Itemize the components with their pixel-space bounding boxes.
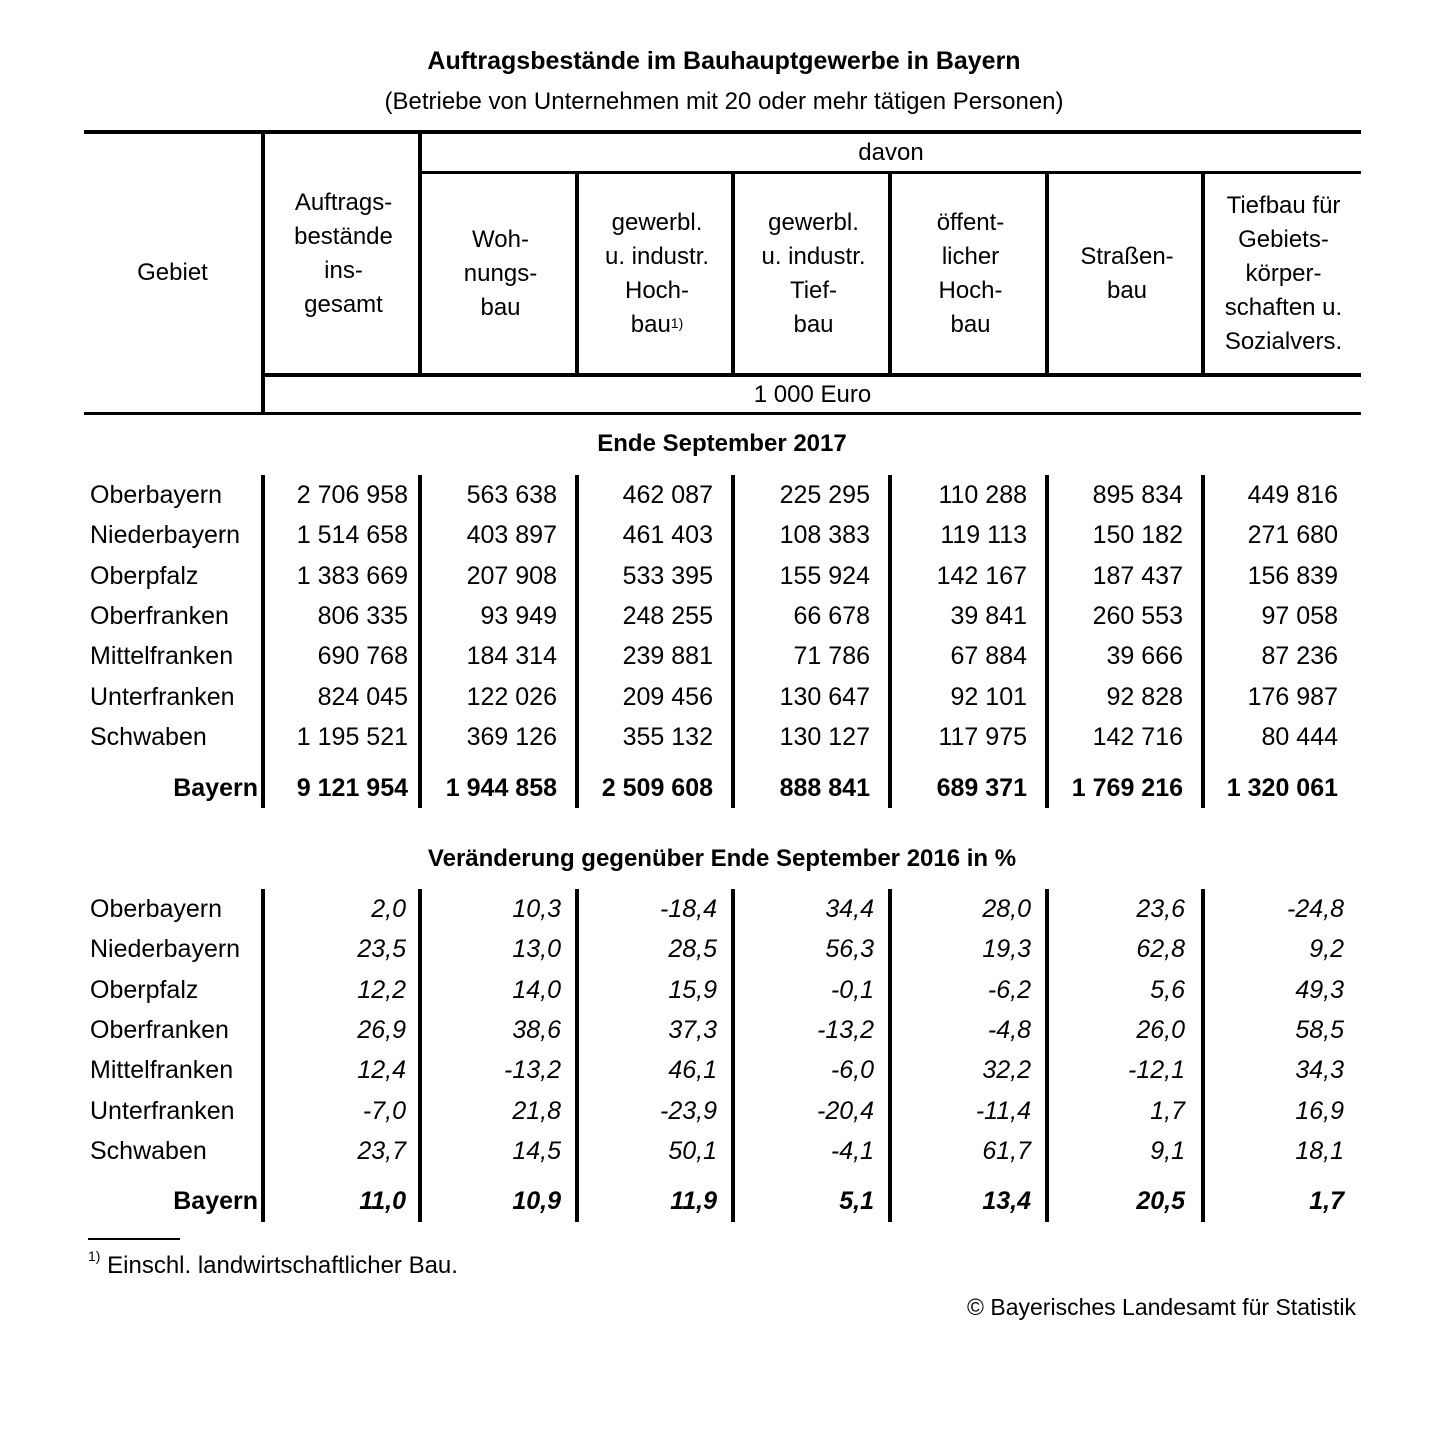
table-cell: 271 680: [1247, 521, 1338, 550]
table-cell: 93 949: [480, 601, 557, 630]
footnote: [88, 1248, 458, 1280]
column-header-line: Sozialvers.: [1224, 327, 1343, 355]
table-cell: 130 127: [779, 722, 870, 751]
header-divider: [261, 132, 265, 414]
column-header-line: u. industr.: [761, 242, 866, 270]
table-cell: 2,0: [371, 895, 406, 923]
table-cell: 16,9: [1295, 1096, 1344, 1125]
table-cell: 39 666: [1106, 642, 1183, 671]
column-header-line: gewerbl.: [611, 208, 703, 236]
table-row: [84, 1097, 1360, 1133]
table-row: [84, 1016, 1360, 1052]
row-label: Schwaben: [90, 1136, 207, 1165]
table-cell: 67 884: [950, 642, 1027, 671]
row-label: Oberbayern: [90, 895, 223, 923]
table-cell: 50,1: [668, 1136, 717, 1165]
table-cell: 62,8: [1136, 935, 1185, 964]
table-cell: -4,8: [987, 1015, 1031, 1044]
table-cell: -13,2: [817, 1015, 874, 1044]
table-cell: 2 509 608: [601, 774, 713, 802]
table-cell: 9 121 954: [296, 774, 408, 802]
table-cell: 49,3: [1295, 975, 1344, 1004]
column-header-line: Hoch-: [624, 276, 690, 304]
table-cell: 403 897: [466, 521, 557, 550]
column-header-line: Woh-: [472, 225, 529, 253]
table-cell: 150 182: [1092, 521, 1183, 550]
table-cell: 239 881: [622, 642, 713, 671]
row-label: Bayern: [173, 1187, 258, 1215]
column-header-line: öffent-: [936, 208, 1005, 236]
table-cell: 1 944 858: [445, 774, 557, 802]
unit-bottom-rule: [84, 412, 1361, 415]
table-cell: 23,5: [357, 935, 406, 964]
column-header-text: bau: [630, 310, 671, 338]
footnote-text: Einschl. landwirtschaftlicher Bau.: [107, 1252, 458, 1279]
table-cell: 130 647: [779, 682, 870, 711]
column-header-line: bau: [793, 310, 834, 338]
column-header-line: Straßen-: [1080, 242, 1174, 270]
table-cell: 2 706 958: [296, 481, 408, 509]
table-cell: 449 816: [1247, 481, 1338, 509]
row-label: Oberfranken: [90, 1015, 229, 1044]
table-cell: 66 678: [793, 601, 870, 630]
table-cell: 14,5: [512, 1136, 561, 1165]
table-row: [84, 1056, 1360, 1092]
table-cell: 13,4: [982, 1187, 1031, 1215]
table-cell: 46,1: [668, 1056, 717, 1085]
page-title: Auftragsbestände im Bauhauptgewerbe in Bayern: [427, 47, 1021, 75]
table-cell: 92 101: [950, 682, 1027, 711]
table-row: [84, 935, 1360, 971]
table-cell: 888 841: [779, 774, 870, 802]
table-cell: 142 167: [936, 561, 1027, 590]
table-cell: 26,9: [357, 1015, 406, 1044]
table-cell: 34,4: [825, 895, 874, 923]
table-cell: 5,6: [1150, 975, 1185, 1004]
header-unit-label: 1 000 Euro: [753, 380, 872, 408]
table-cell: 58,5: [1295, 1015, 1344, 1044]
row-label: Mittelfranken: [90, 1056, 234, 1085]
table-cell: 563 638: [466, 481, 557, 509]
table-cell: 9,1: [1150, 1136, 1185, 1165]
table-cell: 248 255: [622, 601, 713, 630]
table-cell: 119 113: [940, 521, 1027, 550]
table-row: [84, 683, 1360, 719]
table-cell: 461 403: [622, 521, 713, 550]
table-cell: 155 924: [779, 561, 870, 590]
row-label: Oberpfalz: [90, 561, 199, 590]
table-cell: 34,3: [1295, 1056, 1344, 1085]
table-cell: 21,8: [512, 1096, 561, 1125]
table-cell: 225 295: [779, 481, 870, 509]
copyright: © Bayerisches Landesamt für Statistik: [967, 1294, 1356, 1320]
column-header-line: Hoch-: [938, 276, 1003, 304]
table-cell: 87 236: [1261, 642, 1338, 671]
table-cell: 92 828: [1106, 682, 1183, 711]
column-header-line: bau: [480, 293, 521, 321]
table-row: [84, 602, 1360, 638]
table-cell: 14,0: [512, 975, 561, 1004]
column-header: [1207, 174, 1360, 373]
table-cell: -23,9: [660, 1096, 717, 1125]
column-header-line: nungs-: [463, 259, 538, 287]
table-cell: 26,0: [1136, 1015, 1185, 1044]
table-cell: 10,3: [512, 895, 561, 923]
table-cell: -4,1: [830, 1136, 874, 1165]
row-label: Schwaben: [90, 722, 207, 751]
table-row: [84, 976, 1360, 1012]
table-cell: 176 987: [1247, 682, 1338, 711]
table-cell: -7,0: [362, 1096, 406, 1125]
table-cell: 689 371: [936, 774, 1027, 802]
row-label: Niederbayern: [90, 521, 241, 550]
column-header-line: körper-: [1245, 259, 1322, 287]
table-cell: 38,6: [512, 1015, 561, 1044]
table-cell: 37,3: [668, 1015, 717, 1044]
table-cell: 28,5: [668, 935, 717, 964]
column-header-line: Auftrags-: [294, 188, 393, 216]
table-row-total: [84, 774, 1360, 810]
column-header-line: Tief-: [789, 276, 838, 304]
column-header-line: [631, 308, 684, 342]
row-label: Mittelfranken: [90, 642, 234, 671]
table-row: [84, 895, 1360, 931]
table-cell: 71 786: [793, 642, 870, 671]
table-cell: 462 087: [622, 481, 713, 509]
table-cell: -0,1: [830, 975, 874, 1004]
table-cell: 23,6: [1136, 895, 1185, 923]
table-cell: 1 769 216: [1071, 774, 1183, 802]
table-cell: 260 553: [1092, 601, 1183, 630]
column-header-line: Gebiets-: [1238, 225, 1329, 253]
table-cell: 11,9: [670, 1187, 717, 1215]
column-header-line: licher: [941, 242, 1000, 270]
table-row: [84, 481, 1360, 517]
table-cell: 12,4: [357, 1056, 406, 1085]
column-header: [581, 174, 733, 373]
column-header-line: gesamt: [304, 290, 383, 318]
table-cell: 533 395: [622, 561, 713, 590]
column-header-line: bestände: [294, 222, 393, 250]
table-cell: 895 834: [1092, 481, 1183, 509]
column-header: [737, 174, 890, 373]
header-davon-label: davon: [858, 138, 924, 166]
column-header: [1051, 174, 1203, 373]
column-header-line: gewerbl.: [768, 208, 859, 236]
table-cell: 97 058: [1261, 601, 1338, 630]
table-cell: 108 383: [779, 521, 870, 550]
table-cell: 23,7: [357, 1136, 406, 1165]
table-cell: -6,0: [830, 1056, 874, 1085]
row-label: Niederbayern: [90, 935, 241, 964]
table-cell: 15,9: [668, 975, 717, 1004]
table-cell: -24,8: [1287, 895, 1344, 923]
table-row: [84, 562, 1360, 598]
table-cell: 156 839: [1247, 561, 1338, 590]
column-header-line: schaften u.: [1224, 293, 1343, 321]
header-gebiet-label: Gebiet: [137, 259, 208, 286]
table-cell: 122 026: [466, 682, 557, 711]
table-cell: 142 716: [1092, 722, 1183, 751]
column-header-line: bau: [1106, 276, 1148, 304]
section-title: Veränderung gegenüber Ende September 2016 in %: [427, 845, 1017, 872]
table-cell: 369 126: [466, 722, 557, 751]
footnote-rule: [88, 1238, 180, 1240]
table-cell: 56,3: [825, 935, 874, 964]
table-row-total: [84, 1187, 1360, 1223]
table-cell: -18,4: [660, 895, 717, 923]
column-header: [894, 174, 1047, 373]
row-label: Unterfranken: [90, 682, 235, 711]
table-cell: 61,7: [982, 1136, 1031, 1165]
table-cell: -13,2: [504, 1056, 561, 1085]
footnote-marker: 1): [88, 1248, 101, 1264]
table-cell: 18,1: [1295, 1136, 1344, 1165]
row-label: Unterfranken: [90, 1096, 235, 1125]
table-cell: 9,2: [1309, 935, 1344, 964]
footnote-reference: 1): [670, 314, 684, 331]
table-cell: 12,2: [357, 975, 406, 1004]
table-cell: 209 456: [622, 682, 713, 711]
header-davon: [422, 134, 1360, 171]
table-cell: 10,9: [512, 1187, 561, 1215]
table-cell: 187 437: [1092, 561, 1183, 590]
table-cell: -11,4: [975, 1096, 1031, 1125]
table-cell: 1 320 061: [1226, 774, 1338, 802]
table-row: [84, 642, 1360, 678]
header-gebiet: [84, 134, 261, 412]
table-cell: 19,3: [982, 935, 1031, 964]
table-row: [84, 521, 1360, 557]
table-cell: -20,4: [817, 1096, 874, 1125]
row-label: Bayern: [173, 774, 258, 802]
table-cell: 1,7: [1150, 1096, 1185, 1125]
table-cell: 355 132: [622, 722, 713, 751]
table-cell: 1,7: [1309, 1187, 1344, 1215]
section-title: Ende September 2017: [597, 430, 847, 457]
table-cell: 39 841: [950, 601, 1027, 630]
table-cell: 11,0: [359, 1187, 406, 1215]
table-cell: -6,2: [987, 975, 1031, 1004]
table-cell: 32,2: [982, 1056, 1031, 1085]
row-label: Oberbayern: [90, 481, 223, 509]
header-unit: [265, 377, 1360, 412]
table-cell: 1 383 669: [296, 561, 408, 590]
table-cell: 13,0: [512, 935, 561, 964]
table-cell: 28,0: [982, 895, 1031, 923]
page-subtitle: (Betriebe von Unternehmen mit 20 oder mehr tätigen Personen): [384, 88, 1064, 115]
column-header-line: bau: [950, 310, 991, 338]
table-cell: 80 444: [1261, 722, 1338, 751]
table-row: [84, 723, 1360, 759]
column-header-line: Tiefbau für: [1226, 191, 1341, 219]
column-header-line: ins-: [324, 256, 363, 284]
table-cell: 207 908: [466, 561, 557, 590]
table-cell: 1 514 658: [296, 521, 408, 550]
table-cell: 824 045: [317, 682, 408, 711]
table-cell: 117 975: [938, 722, 1027, 751]
table-cell: -12,1: [1128, 1056, 1185, 1085]
table-cell: 110 288: [938, 481, 1027, 509]
table-cell: 5,1: [839, 1187, 874, 1215]
column-header: [267, 134, 420, 373]
table-cell: 806 335: [317, 601, 408, 630]
table-cell: 690 768: [317, 642, 408, 671]
row-label: Oberfranken: [90, 601, 229, 630]
column-header: [424, 174, 577, 373]
table-cell: 184 314: [466, 642, 557, 671]
table-cell: 20,5: [1136, 1187, 1185, 1215]
table-cell: 1 195 521: [296, 722, 408, 751]
column-header-line: u. industr.: [604, 242, 710, 270]
table-row: [84, 1137, 1360, 1173]
row-label: Oberpfalz: [90, 975, 199, 1004]
